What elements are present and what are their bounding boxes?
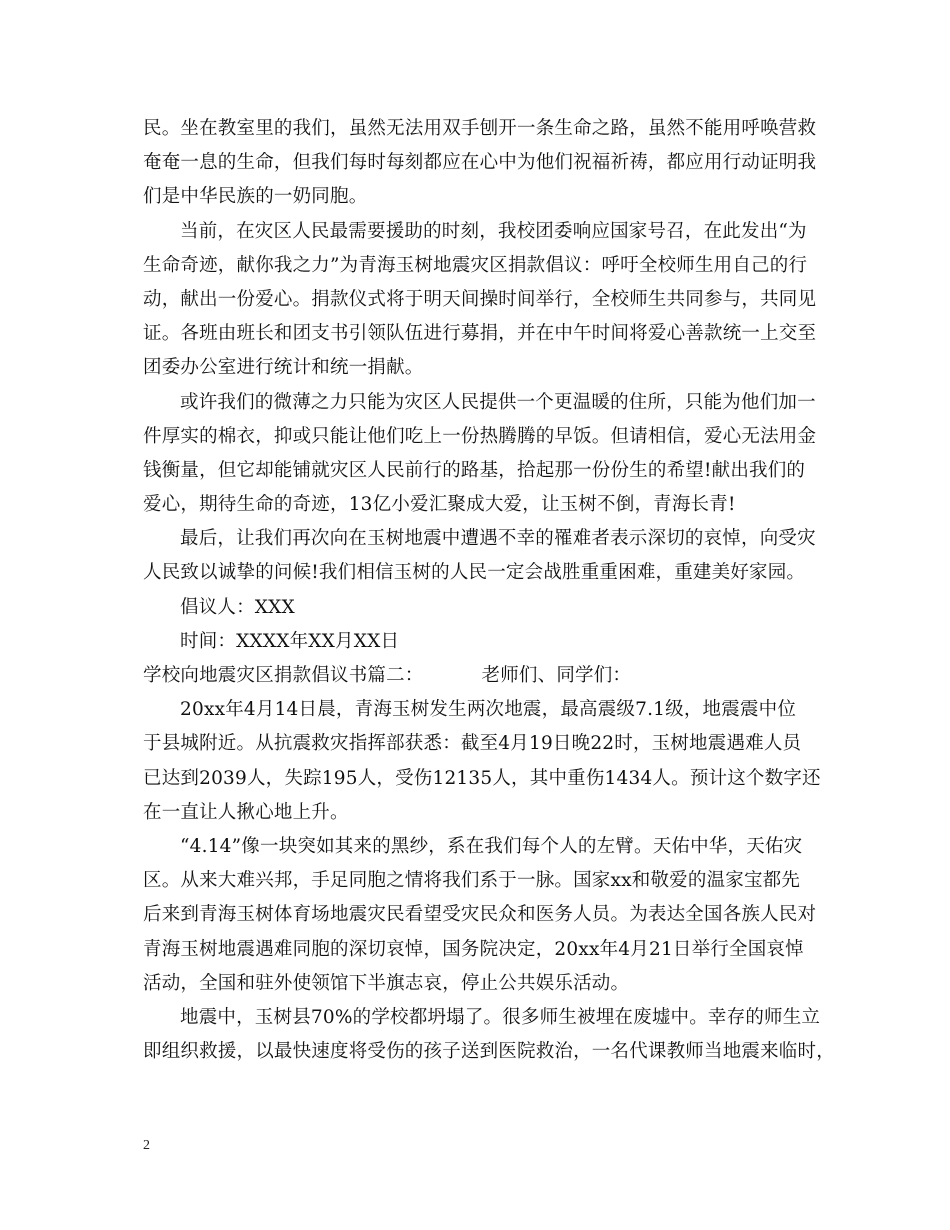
body-line: 动，献出一份爱心。捐款仪式将于明天间操时间举行，全校师生共同参与，共同见 — [143, 288, 817, 310]
body-line: 证。各班由班长和团支书引领队伍进行募捐，并在中午时间将爱心善款统一上交至 — [143, 323, 817, 345]
proposer-line: 倡议人：XXX — [180, 596, 295, 618]
paragraph-first-line: 地震中，玉树县70%的学校都坍塌了。很多师生被埋在废墟中。幸存的师生立 — [180, 1006, 821, 1028]
body-line: 青海玉树地震遇难同胞的深切哀悼，国务院决定，20xx年4月21日举行全国哀悼 — [143, 938, 804, 960]
paragraph-first-line: 或许我们的微薄之力只能为灾区人民提供一个更温暖的住所，只能为他们加一 — [180, 391, 816, 413]
body-line: 生命奇迹，献你我之力”为青海玉树地震灾区捐款倡议：呼吁全校师生用自己的行 — [143, 254, 808, 276]
paragraph-first-line: 20xx年4月14日晨，青海玉树发生两次地震，最高震级7.1级，地震震中位 — [180, 699, 797, 721]
body-line: 民。坐在教室里的我们，虽然无法用双手刨开一条生命之路，虽然不能用呼唤营救 — [143, 118, 817, 139]
date-line: 时间：XXXX年XX月XX日 — [180, 630, 400, 652]
body-line: 爱心，期待生命的奇迹，13亿小爱汇聚成大爱，让玉树不倒，青海长青! — [143, 494, 736, 516]
body-line: 已达到2039人，失踪195人，受伤12135人，其中重伤1434人。预计这个数字还 — [143, 767, 821, 789]
body-line: 后来到青海玉树体育场地震灾民看望受灾民众和医务人员。为表达全国各族人民对 — [143, 904, 817, 926]
body-line: 于县城附近。从抗震救灾指挥部获悉：截至4月19日晚22时，玉树地震遇难人员 — [143, 733, 802, 755]
body-line: 团委办公室进行统计和统一捐献。 — [143, 357, 424, 379]
page-number: 2 — [143, 1138, 150, 1153]
body-line: 们是中华民族的一奶同胞。 — [143, 186, 368, 208]
body-line: 钱衡量，但它却能铺就灾区人民前行的路基，拾起那一份份生的希望!献出我们的 — [143, 459, 806, 481]
body-line: 奄奄一息的生命，但我们每时每刻都应在心中为他们祝福祈祷，都应用行动证明我 — [143, 152, 817, 174]
section-heading-line — [143, 659, 823, 693]
paragraph-first-line: “4.14”像一块突如其来的黑纱，系在我们每个人的左臂。天佑中华，天佑灾 — [180, 835, 803, 857]
body-line: 即组织救援，以最快速度将受伤的孩子送到医院救治，一名代课教师当地震来临时， — [143, 1041, 835, 1063]
paragraph-first-line: 当前，在灾区人民最需要援助的时刻，我校团委响应国家号召，在此发出“为 — [180, 220, 807, 242]
body-line: 人民致以诚挚的问候!我们相信玉树的人民一定会战胜重重困难，重建美好家园。 — [143, 562, 806, 584]
body-line: 区。从来大难兴邦，手足同胞之情将我们系于一脉。国家xx和敬爱的温家宝都先 — [143, 870, 801, 892]
section-heading: 学校向地震灾区捐款倡议书篇二： — [143, 665, 424, 686]
paragraph-first-line: 最后，让我们再次向在玉树地震中遭遇不幸的罹难者表示深切的哀悼，向受灾 — [180, 528, 816, 550]
body-line: 活动，全国和驻外使领馆下半旗志哀，停止公共娱乐活动。 — [143, 972, 630, 994]
salutation: 老师们、同学们： — [481, 665, 632, 686]
document-body — [143, 112, 835, 1069]
body-line: 件厚实的棉衣，抑或只能让他们吃上一份热腾腾的早饭。但请相信，爱心无法用金 — [143, 425, 817, 447]
body-line: 在一直让人揪心地上升。 — [143, 801, 349, 823]
